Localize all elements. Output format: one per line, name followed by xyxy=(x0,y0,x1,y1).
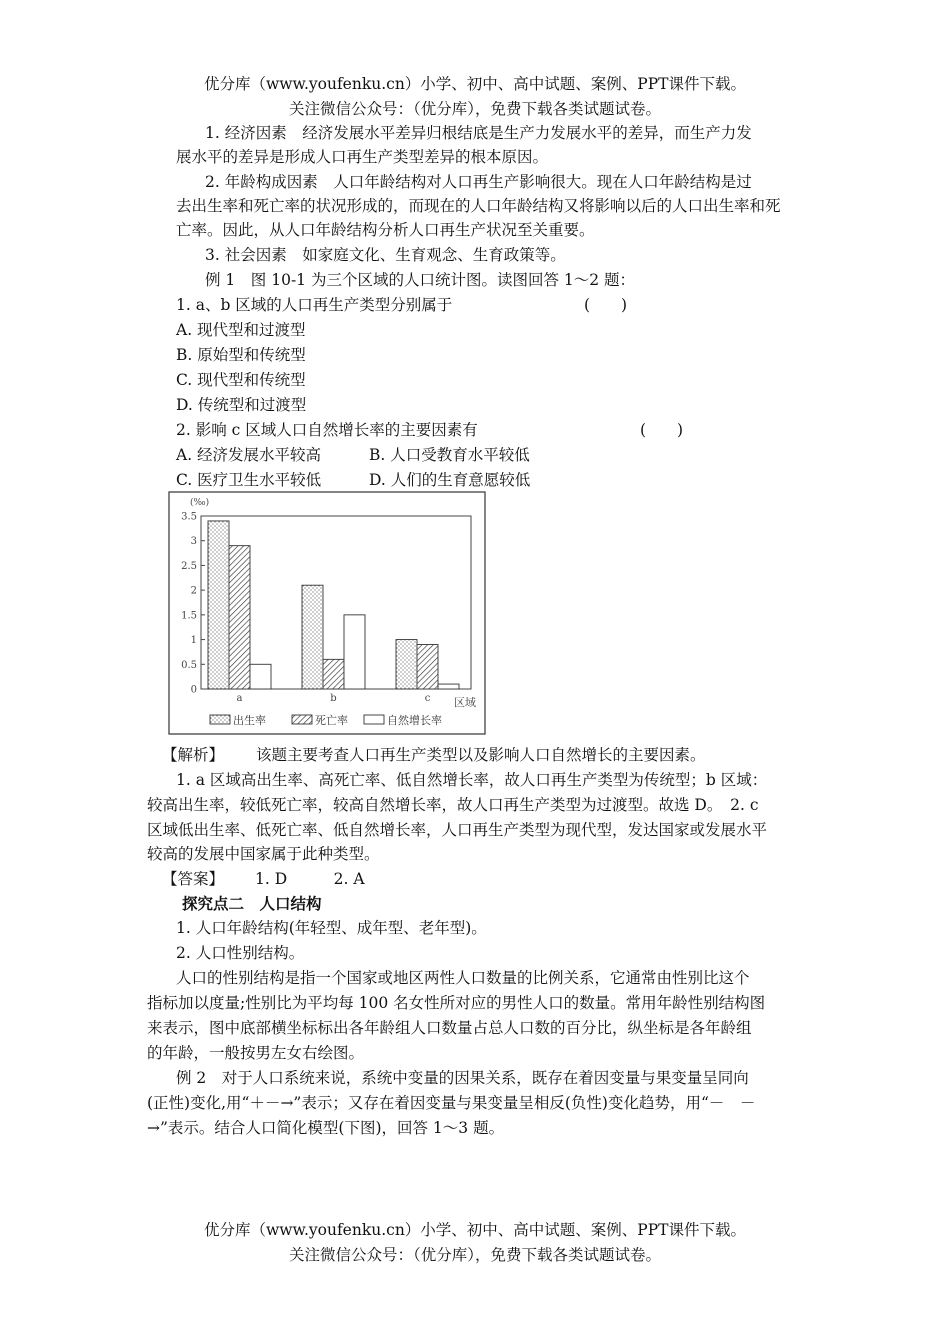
legend-swatch-出生率 xyxy=(210,715,230,724)
legend-swatch-自然增长率 xyxy=(364,715,384,724)
q2-option-b: B. 人口受教育水平较低 xyxy=(369,446,530,464)
q2-option-d: D. 人们的生育意愿较低 xyxy=(369,471,531,489)
legend-label: 出生率 xyxy=(233,714,266,727)
analysis-text: 该题主要考查人口再生产类型以及影响人口自然增长的主要因素。 xyxy=(256,746,706,764)
y-tick-label: 3 xyxy=(190,536,197,548)
x-axis-label: 区域 xyxy=(454,696,476,709)
y-axis-unit-label: (‰) xyxy=(190,498,210,508)
x-tick-label: c xyxy=(424,693,431,704)
header-line-2: 关注微信公众号：（优分库），免费下载各类试题试卷。 xyxy=(288,100,661,118)
paragraph-age-2: 去出生率和死亡率的状况形成的，而现在的人口年龄结构又将影响以后的人口出生率和死 xyxy=(176,197,781,215)
analysis-line-2: 较高出生率，较低死亡率，较高自然增长率，故人口再生产类型为过渡型。故选 D。 2. c xyxy=(147,796,759,814)
population-bar-chart xyxy=(168,491,486,735)
sex-structure-line-1: 人口的性别结构是指一个国家或地区两性人口数量的比例关系，它通常由性别比这个 xyxy=(176,969,750,987)
analysis-line-3: 区域低出生率、低死亡率、低自然增长率，人口再生产类型为现代型，发达国家或发展水平 xyxy=(147,821,768,839)
bar-a-自然增长率 xyxy=(250,664,271,689)
q2-option-a: A. 经济发展水平较高 xyxy=(176,446,322,464)
paragraph-economic-2: 展水平的差异是形成人口再生产类型差异的根本原因。 xyxy=(176,148,549,166)
q2-option-c: C. 医疗卫生水平较低 xyxy=(176,471,322,489)
analysis-line-1: 1. a 区域高出生率、高死亡率、低自然增长率，故人口再生产类型为传统型；b 区域： xyxy=(176,771,768,789)
q1-option-d: D. 传统型和过渡型 xyxy=(176,396,307,414)
q1-option-a: A. 现代型和过渡型 xyxy=(176,321,306,339)
y-tick-label: 3.5 xyxy=(181,511,197,523)
x-tick-label: b xyxy=(330,693,337,704)
question-1: 1. a、b 区域的人口再生产类型分别属于 xyxy=(176,296,453,314)
header-line-1: 优分库（www.youfenku.cn）小学、初中、高中试题、案例、PPT课件下载。 xyxy=(203,75,747,93)
y-tick-label: 0 xyxy=(190,684,197,696)
bar-b-出生率 xyxy=(302,585,323,689)
y-tick-label: 2 xyxy=(190,585,197,597)
paragraph-age-1: 2. 年龄构成因素 人口年龄结构对人口再生产影响很大。现在人口年龄结构是过 xyxy=(205,173,752,191)
example-2-line-2: (正性)变化,用“＋－→”表示；又存在着因变量与果变量呈相反(负性)变化趋势，用“－ － xyxy=(147,1094,756,1112)
x-tick-label: a xyxy=(236,693,243,704)
sex-structure-line-3: 来表示，图中底部横坐标标出各年龄组人口数量占总人口数的百分比，纵坐标是各年龄组 xyxy=(147,1019,752,1037)
bar-a-死亡率 xyxy=(229,546,250,689)
answer-label: 【答案】 xyxy=(162,870,225,888)
q1-option-c: C. 现代型和传统型 xyxy=(176,371,306,389)
example-2-line-3: →”表示。结合人口简化模型(下图)，回答 1～3 题。 xyxy=(147,1119,505,1137)
bar-c-自然增长率 xyxy=(438,684,459,689)
bar-c-死亡率 xyxy=(417,645,438,689)
paragraph-social: 3. 社会因素 如家庭文化、生育观念、生育政策等。 xyxy=(205,246,566,264)
question-2-answer-blank: ( ) xyxy=(640,421,684,439)
section-title: 探究点二 人口结构 xyxy=(182,894,322,913)
bar-c-出生率 xyxy=(396,640,417,689)
example-2-line-1: 例 2 对于人口系统来说，系统中变量的因果关系，既存在着因变量与果变量呈同向 xyxy=(176,1069,749,1087)
sex-structure-line-4: 的年龄，一般按男左女右绘图。 xyxy=(147,1044,365,1062)
bar-b-死亡率 xyxy=(323,659,344,689)
paragraph-economic-1: 1. 经济因素 经济发展水平差异归根结底是生产力发展水平的差异，而生产力发 xyxy=(205,124,752,142)
legend-swatch-死亡率 xyxy=(292,715,312,724)
legend-label: 自然增长率 xyxy=(387,714,442,727)
question-1-answer-blank: ( ) xyxy=(584,296,628,314)
sex-structure-line-2: 指标加以度量;性别比为平均每 100 名女性所对应的男性人口的数量。常用年龄性别结构图 xyxy=(147,994,766,1012)
question-2: 2. 影响 c 区域人口自然增长率的主要因素有 xyxy=(176,421,478,439)
answer-text: 1. D 2. A xyxy=(255,870,365,888)
footer-line-1: 优分库（www.youfenku.cn）小学、初中、高中试题、案例、PPT课件下载。 xyxy=(203,1221,747,1239)
analysis-label: 【解析】 xyxy=(162,746,225,764)
y-tick-label: 1 xyxy=(190,635,197,647)
bar-b-自然增长率 xyxy=(344,615,365,689)
section-item-1: 1. 人口年龄结构(年轻型、成年型、老年型)。 xyxy=(176,919,487,937)
y-tick-label: 2.5 xyxy=(181,560,197,572)
q1-option-b: B. 原始型和传统型 xyxy=(176,346,306,364)
paragraph-age-3: 亡率。因此，从人口年龄结构分析人口再生产状况至关重要。 xyxy=(176,221,595,239)
section-item-2: 2. 人口性别结构。 xyxy=(176,944,305,962)
analysis-line-4: 较高的发展中国家属于此种类型。 xyxy=(147,845,380,863)
y-tick-label: 0.5 xyxy=(181,659,197,671)
footer-line-2: 关注微信公众号：（优分库），免费下载各类试题试卷。 xyxy=(288,1246,661,1264)
legend-label: 死亡率 xyxy=(315,714,348,727)
bar-a-出生率 xyxy=(208,521,229,689)
y-tick-label: 1.5 xyxy=(181,610,197,622)
example-1-intro: 例 1 图 10-1 为三个区域的人口统计图。读图回答 1～2 题： xyxy=(205,271,636,289)
